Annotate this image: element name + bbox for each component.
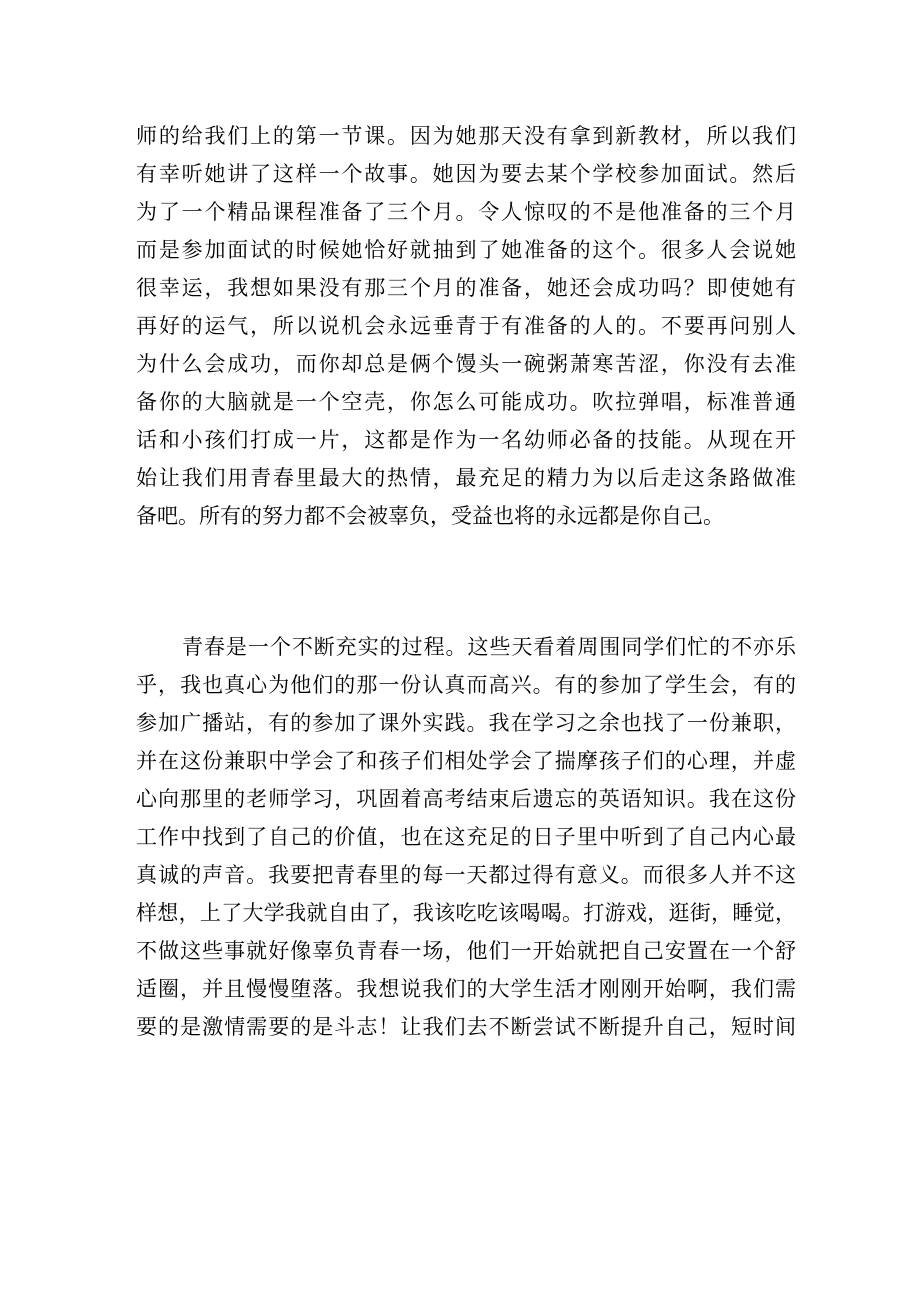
- text-line: 并在这份兼职中学会了和孩子们相处学会了揣摩孩子们的心理，并虚: [136, 749, 796, 773]
- text-line: 备你的大脑就是一个空壳，你怎么可能成功。吹拉弹唱，标准普通: [136, 390, 796, 414]
- text-line: 师的给我们上的第一节课。因为她那天没有拿到新教材，所以我们: [136, 124, 796, 148]
- text-line: 很幸运，我想如果没有那三个月的准备，她还会成功吗？即使她有: [136, 276, 796, 300]
- text-line: 再好的运气，所以说机会永远垂青于有准备的人的。不要再问别人: [136, 314, 796, 338]
- text-line: 备吧。所有的努力都不会被辜负，受益也将的永远都是你自己。: [136, 504, 724, 528]
- text-line: 话和小孩们打成一片，这都是作为一名幼师必备的技能。从现在开: [136, 428, 796, 452]
- text-line: 心向那里的老师学习，巩固着高考结束后遗忘的英语知识。我在这份: [136, 787, 796, 811]
- text-line: 始让我们用青春里最大的热情，最充足的精力为以后走这条路做准: [136, 466, 796, 490]
- text-line: 参加广播站，有的参加了课外实践。我在学习之余也找了一份兼职，: [136, 711, 796, 735]
- text-line: 乎，我也真心为他们的那一份认真而高兴。有的参加了学生会，有的: [136, 673, 796, 697]
- text-line: 要的是激情需要的是斗志！让我们去不断尝试不断提升自己，短时间: [136, 1015, 796, 1039]
- text-line: 青春是一个不断充实的过程。这些天看着周围同学们忙的不亦乐: [182, 635, 796, 659]
- text-line: 有幸听她讲了这样一个故事。她因为要去某个学校参加面试。然后: [136, 162, 796, 186]
- text-line: 为了一个精品课程准备了三个月。令人惊叹的不是他准备的三个月: [136, 200, 796, 224]
- text-line: 适圈，并且慢慢堕落。我想说我们的大学生活才刚刚开始啊，我们需: [136, 977, 796, 1001]
- paragraph-1: [136, 117, 796, 535]
- text-line: 真诚的声音。我要把青春里的每一天都过得有意义。而很多人并不这: [136, 863, 796, 887]
- text-line: 而是参加面试的时候她恰好就抽到了她准备的这个。很多人会说她: [136, 238, 796, 262]
- paragraph-2: [136, 628, 796, 1046]
- text-line: 工作中找到了自己的价值，也在这充足的日子里中听到了自己内心最: [136, 825, 796, 849]
- text-line: 不做这些事就好像辜负青春一场，他们一开始就把自己安置在一个舒: [136, 939, 796, 963]
- text-line: 为什么会成功，而你却总是俩个馒头一碗粥萧寒苦涩，你没有去准: [136, 352, 796, 376]
- text-line: 样想，上了大学我就自由了，我该吃吃该喝喝。打游戏，逛街，睡觉，: [136, 901, 796, 925]
